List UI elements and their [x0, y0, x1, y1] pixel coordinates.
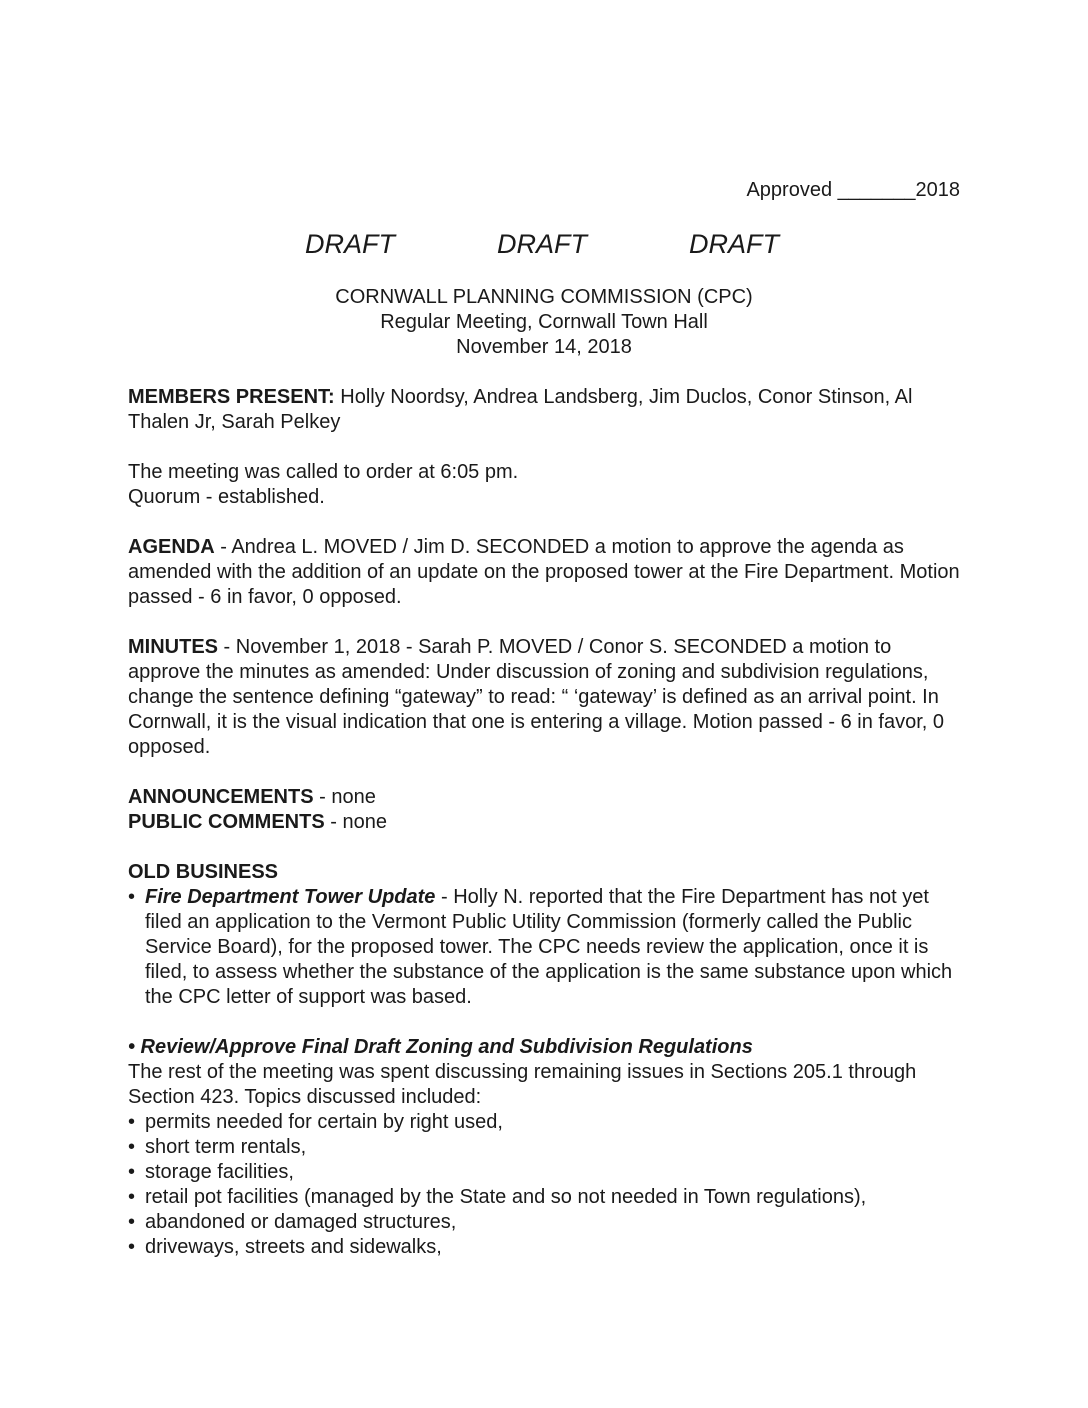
- approval-line: Approved _______2018: [746, 179, 960, 201]
- document-header: [0, 285, 1088, 360]
- minutes-body: [128, 385, 968, 1260]
- minutes-section: [128, 635, 968, 760]
- meeting-type: Regular Meeting, Cornwall Town Hall: [380, 311, 708, 333]
- announcements-section: [128, 785, 968, 810]
- call-to-order: The meeting was called to order at 6:05 pm.: [128, 461, 519, 483]
- topic-text: retail pot facilities (managed by the State and so not needed in Town regulations),: [145, 1186, 867, 1208]
- list-item: [128, 1185, 968, 1210]
- public-comments-label: PUBLIC COMMENTS: [128, 811, 325, 833]
- members-label: MEMBERS PRESENT:: [128, 386, 335, 408]
- agenda-section: [128, 535, 968, 610]
- old-business-heading: OLD BUSINESS: [128, 861, 279, 883]
- minutes-text: - November 1, 2018 - Sarah P. MOVED / Conor S. SECONDED a motion to approve the minutes as amended: Under discussion of zoning and subdivision regulations, change the sentence defining “gateway” to read: “ ‘gateway’ is defined as an arrival point. In Cornwall, it is the visual indication that one is entering a village. Motion passed - 6 in favor, 0 opposed.: [128, 636, 944, 758]
- public-comments-text: - none: [324, 811, 387, 833]
- agenda-label: AGENDA: [128, 536, 215, 558]
- list-item: [128, 1235, 968, 1260]
- list-item: [128, 1135, 968, 1160]
- public-comments-section: [128, 810, 968, 835]
- bullet: •: [128, 1111, 136, 1133]
- list-item: [128, 1160, 968, 1185]
- tower-update-text: - Holly N. reported that the Fire Department has not yet filed an application to the Vermont Public Utility Commission (formerly called the Public Service Board), for the proposed tower. The CPC needs review the application, once it is filed, to assess whether the substance of the application is the same substance upon which the CPC letter of support was based.: [145, 886, 953, 1008]
- meeting-date: November 14, 2018: [456, 336, 632, 358]
- list-item: [128, 885, 968, 1010]
- call-to-order-block: [128, 460, 968, 510]
- old-business-section: [128, 860, 968, 1010]
- agenda-text: - Andrea L. MOVED / Jim D. SECONDED a motion to approve the agenda as amended with the addition of an update on the proposed tower at the Fire Department. Motion passed - 6 in favor, 0 opposed.: [128, 536, 960, 608]
- topic-text: permits needed for certain by right used,: [145, 1111, 503, 1133]
- topic-text: short term rentals,: [145, 1136, 307, 1158]
- review-section: [128, 1035, 968, 1260]
- draft-mark: DRAFT: [305, 229, 395, 259]
- announcements-text: - none: [313, 786, 376, 808]
- bullet: •: [128, 1211, 136, 1233]
- draft-mark: DRAFT: [689, 229, 779, 259]
- bullet: •: [128, 1186, 136, 1208]
- bullet: •: [128, 1161, 136, 1183]
- draft-mark: DRAFT: [497, 229, 587, 259]
- list-item: [128, 1210, 968, 1235]
- list-item: [128, 1110, 968, 1135]
- members-present: [128, 385, 968, 435]
- members-list: Holly Noordsy, Andrea Landsberg, Jim Duclos, Conor Stinson, Al Thalen Jr, Sarah Pelkey: [128, 386, 913, 433]
- topic-text: abandoned or damaged structures,: [145, 1211, 457, 1233]
- minutes-label: MINUTES: [128, 636, 218, 658]
- quorum: Quorum - established.: [128, 486, 325, 508]
- topic-text: storage facilities,: [145, 1161, 294, 1183]
- bullet: •: [128, 1236, 136, 1258]
- draft-watermark-row: [0, 228, 1088, 262]
- review-heading: • Review/Approve Final Draft Zoning and Subdivision Regulations: [128, 1036, 753, 1058]
- tower-update-label: Fire Department Tower Update: [145, 886, 436, 908]
- commission-name: CORNWALL PLANNING COMMISSION (CPC): [335, 286, 753, 308]
- bullet: •: [128, 886, 136, 908]
- bullet: •: [128, 1136, 136, 1158]
- topic-text: driveways, streets and sidewalks,: [145, 1236, 442, 1258]
- old-business-list: [128, 885, 968, 1010]
- announcements-label: ANNOUNCEMENTS: [128, 786, 314, 808]
- topics-list: [128, 1110, 968, 1260]
- review-intro: The rest of the meeting was spent discussing remaining issues in Sections 205.1 through Section 423. Topics discussed included:: [128, 1061, 917, 1108]
